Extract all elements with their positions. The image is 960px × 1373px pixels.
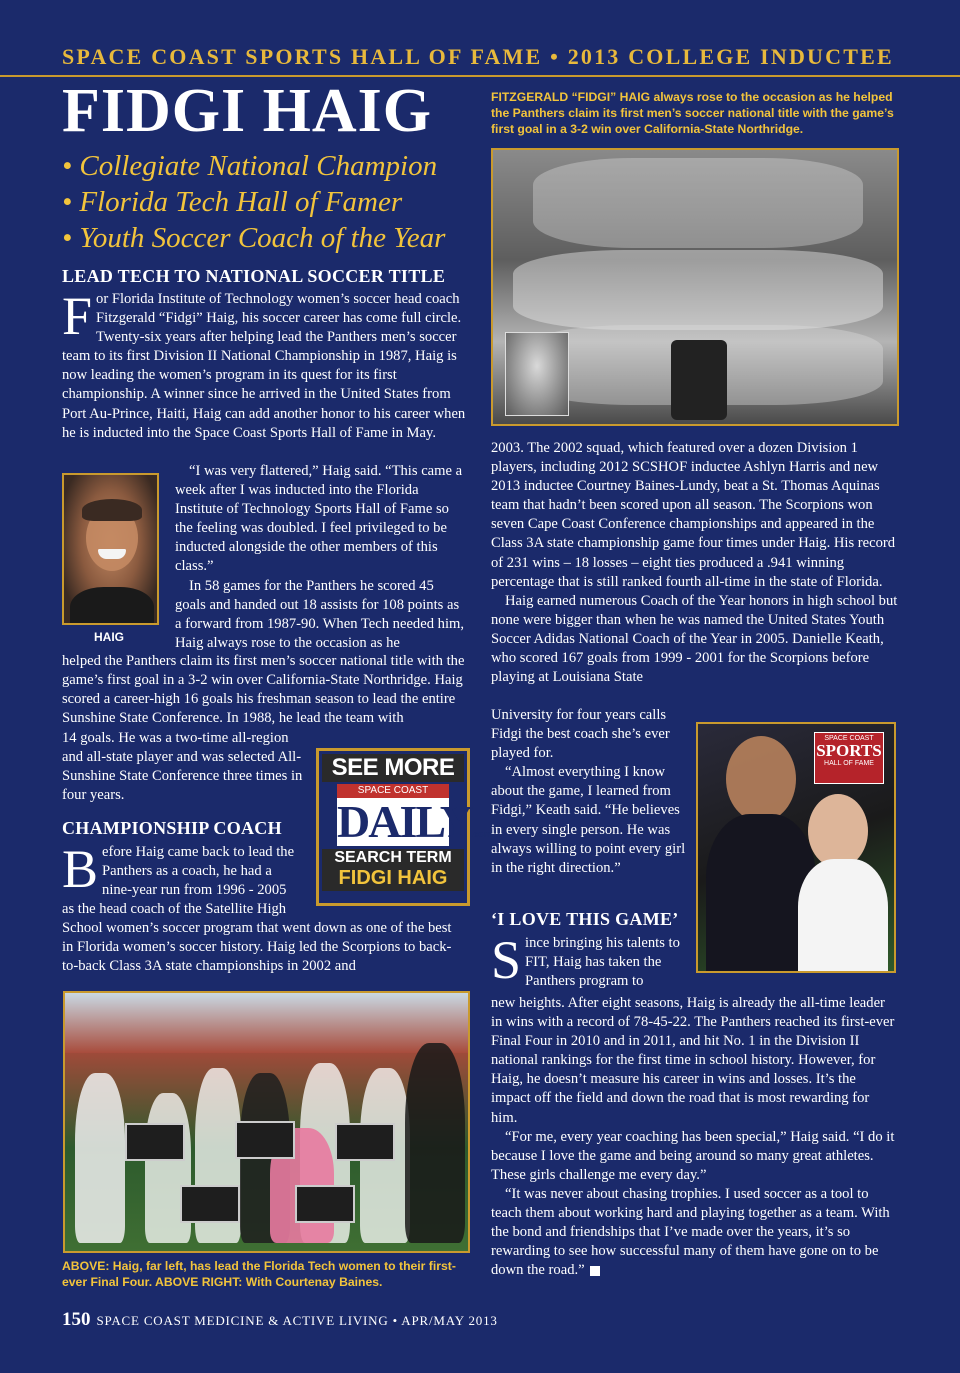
dropcap: B xyxy=(62,839,99,899)
page-number: 150 xyxy=(62,1309,91,1330)
haig-headshot-photo xyxy=(62,473,159,625)
badge-main: SPORTS xyxy=(816,741,882,760)
dropcap: F xyxy=(62,286,93,346)
article-body-quote xyxy=(175,462,466,653)
ad-brand-top: SPACE COAST xyxy=(337,784,449,798)
section-heading-championship-coach: CHAMPIONSHIP COACH xyxy=(62,818,282,838)
article-body-closing xyxy=(491,994,899,1280)
haig-with-baines-photo xyxy=(696,722,896,973)
space-coast-daily-ad[interactable] xyxy=(316,748,493,906)
ad-brand-main: DAILY xyxy=(337,796,472,847)
paragraph: “I was very flattered,” Haig said. “This came a week after I was inducted into the Florida Institute of Technology Sports Hall of Fame so the feeling was doubled. I feel privileged to be inducted alongside the other members of this class.” xyxy=(175,463,463,575)
section-header: SPACE COAST SPORTS HALL OF FAME • 2013 COLLEGE INDUCTEE xyxy=(62,44,894,69)
section-heading-love-this-game: ‘I LOVE THIS GAME’ xyxy=(491,909,679,929)
highlight-item: • Florida Tech Hall of Famer xyxy=(62,186,403,218)
hall-of-fame-badge xyxy=(814,732,884,784)
ad-brand-logo xyxy=(337,796,493,847)
ad-search-term: SEARCH TERM xyxy=(322,849,464,867)
ad-keyword: FIDGI HAIG xyxy=(322,867,464,891)
paragraph: “For me, every year coaching has been special,” Haig said. “I do it because I love the game and being around so many great athletes. These girls challenge me every day.” xyxy=(491,1128,895,1183)
paragraph: University for four years calls Fidgi the best coach she’s ever played for. xyxy=(491,707,670,762)
ad-brand-side: .com xyxy=(471,829,493,839)
mens-national-champions-photo xyxy=(491,148,899,426)
paragraph: helped the Panthers claim its first men’s soccer national title with the game’s first goal in a 3-2 win over California-State Northridge. Haig scored a career-high 16 goals his freshman season to lead the entire Sunshine State Conference. In 1988, he lead the team with xyxy=(62,653,465,727)
paragraph: or Florida Institute of Technology women’s soccer head coach Fitzgerald “Fidgi” Haig, his soccer career has come full circle. Twenty-six years after helping lead the Panthers men’s soccer team to its first Division II National Championship in 1987, Haig is now leading the women’s program in its quest for its first championship. A winner since he arrived in the United States from Port Au-Prince, Haiti, Haig can add another honor to his career when he is inducted into the Space Coast Sports Hall of Fame in May. xyxy=(62,291,466,441)
highlight-item: • Youth Soccer Coach of the Year xyxy=(62,222,446,254)
dropcap: S xyxy=(491,930,522,990)
article-body-coach xyxy=(62,839,300,919)
ad-see-more: SEE MORE xyxy=(322,754,464,782)
article-body-fit xyxy=(491,930,686,991)
paragraph: ince bringing his talents to FIT, Haig has taken the Panthers program to xyxy=(525,935,680,990)
caption-top: FITZGERALD “FIDGI” HAIG always rose to the occasion as he helped the Panthers claim its first men’s soccer national title with the game’s first goal in a 3-2 win over California-State Northridge. xyxy=(491,90,894,136)
paragraph: Haig earned numerous Coach of the Year honors in high school but none were bigger than when he was named the United States Youth Soccer Adidas National Coach of the Year in 2005. Danielle Keath, who scored 167 goals from 1999 - 2001 for the Scorpions before playing at Louisiana State xyxy=(491,592,898,686)
article-body-career-cont xyxy=(62,729,306,805)
publication-info: SPACE COAST MEDICINE & ACTIVE LIVING • APR/MAY 2013 xyxy=(96,1313,498,1328)
paragraph: new heights. After eight seasons, Haig is already the all-time leader in wins with a record of 78-45-22. The Panthers reached its first-ever Final Four in 2010 and in 2011, and hit No. 1 in the Division II national rankings for the first time in school history. However, for Haig, he doesn’t measure his career in wins and losses. It’s the impact off the field and down the road that is most rewarding for him. xyxy=(491,995,895,1126)
paragraph: In 58 games for the Panthers he scored 45 goals and handed out 18 assists for 108 points as a forward from 1987-90. When Tech needed him, Haig always rose to the occasion as he xyxy=(175,577,465,651)
highlight-item: • Collegiate National Champion xyxy=(62,150,438,182)
paragraph: “It was never about chasing trophies. I used soccer as a tool to teach them about working hard and playing together as a team. With the bond and friendships that I’ve made over the years, it’s so rewarding to see how successful many of them have gone on to be down the road.” xyxy=(491,1185,890,1279)
article-body-intro xyxy=(62,286,466,443)
article-body-career xyxy=(62,652,466,728)
paragraph: School women’s soccer program that went down as one of the best in Florida women’s soccer history. Haig led the Scorpions to back-to-back Class 3A state championships in 2002 and xyxy=(62,920,452,975)
caption-bottom: ABOVE: Haig, far left, has lead the Florida Tech women to their first-ever Final Four. ABOVE RIGHT: With Courtenay Baines. xyxy=(62,1259,456,1289)
article-body-coach-cont xyxy=(62,919,466,976)
paragraph: 14 goals. He was a two-time all-region and all-state player and was selected All-Sunshine State Conference three times in four years. xyxy=(62,730,303,804)
paragraph: efore Haig came back to lead the Panthers as a coach, he had a nine-year run from 1996 - 2005 as the head coach of the Satellite High xyxy=(62,844,295,918)
article-body-keath xyxy=(491,706,686,878)
article-body-right xyxy=(491,439,899,687)
paragraph: 2003. The 2002 squad, which featured over a dozen Division 1 players, including 2012 SCSHOF inductee Ashlyn Harris and new 2013 inductee Courtney Baines-Lundy, beat a St. Thomas Aquinas team that hadn’t been scored upon all season. The Scorpions won seven Cape Coast Conference championships and appeared in the Class 3A state championship game four times under Haig. His record of 231 wins – 18 losses – eight ties produced a .941 winning percentage that is still ranked fourth all-time in the state of Florida. xyxy=(491,440,896,590)
end-mark xyxy=(590,1266,600,1276)
badge-bottom: HALL OF FAME xyxy=(824,760,874,767)
womens-team-photo xyxy=(63,991,470,1253)
paragraph: “Almost everything I know about the game, I learned from Fidgi,” Keath said. “He believes in every single person. He was always willing to point every girl in the right direction.” xyxy=(491,764,686,876)
page-footer xyxy=(62,1309,498,1331)
highlights-list xyxy=(62,148,472,256)
article-title: FIDGI HAIG xyxy=(62,77,432,145)
photo-label: HAIG xyxy=(94,630,124,644)
badge-top: SPACE COAST xyxy=(824,735,874,742)
section-heading-national-title: LEAD TECH TO NATIONAL SOCCER TITLE xyxy=(62,266,446,286)
